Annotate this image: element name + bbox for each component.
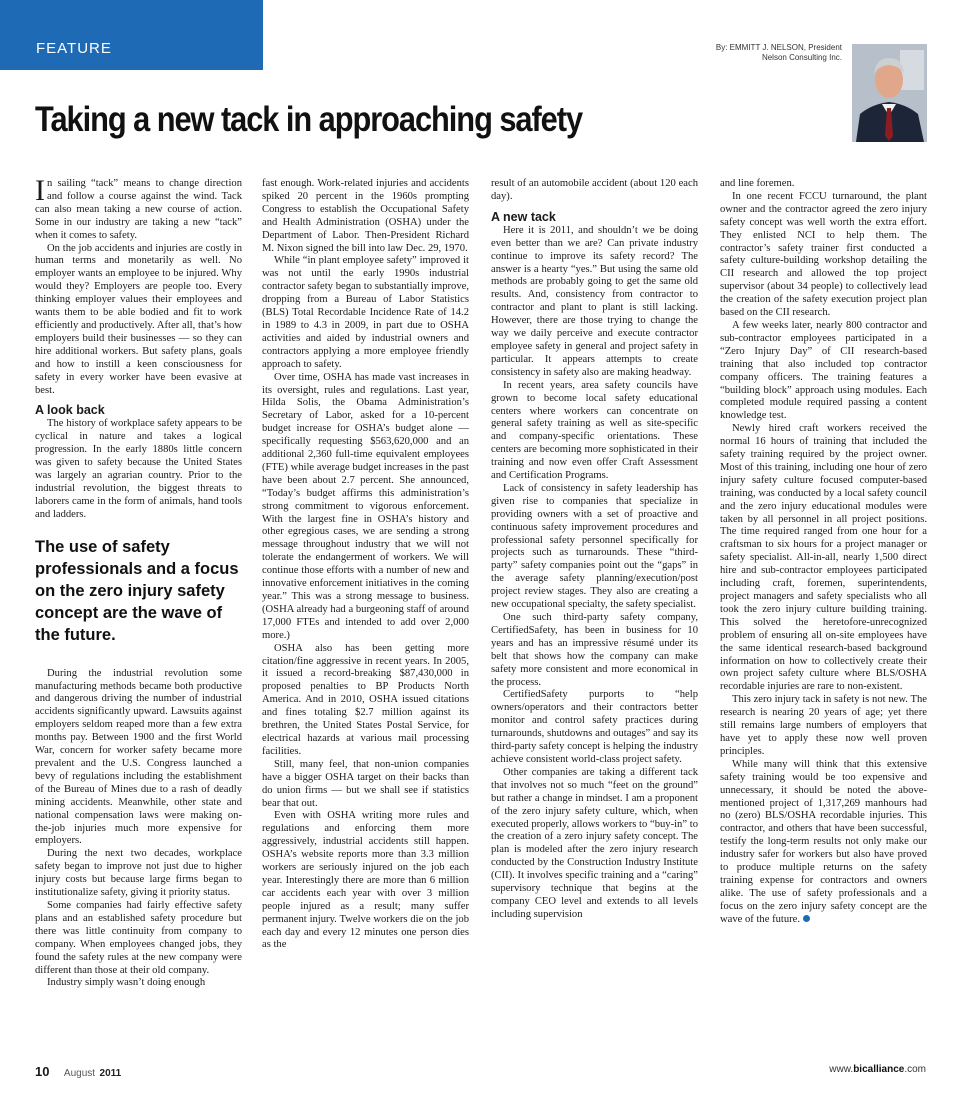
paragraph: One such third-party safety company, CertifiedSafety, has been in business for 10 years and has an impressive résumé under its belt that shows how the company can make safety more consistent and more economical in the process. [491, 612, 698, 688]
paragraph: On the job accidents and injuries are costly in human terms and monetarily as well. No employer wants an employee to be injured. Why would they? Employers are people too. Every thinking employer values their employees and wants them to be able bodied and fit to work efficiently and productively. After all, that’s how employers build their businesses — so they can hire additional workers. But safety plans, goals and how to instill a keen consciousness for safety in every worker have been evasive at best. [35, 242, 242, 396]
paragraph: During the industrial revolution some manufacturing methods became both productive and dangerous driving the number of industrial accidents significantly upward. Lawsuits against employers seldom reaped more than a few extra months pay. Between 1900 and the first World War, concern for worker safety became more prevalent and the U.S. Congress launched a bevy of regulations including the establishment of the Bureau of Mines due to a rash of deadly mining accidents. Meanwhile, other state and national compensation laws were making on-the-job injuries much more expensive for employers. [35, 667, 242, 847]
paragraph: Over time, OSHA has made vast increases in its oversight, rules and regulations. Last year, Hilda Solis, the Obama Administration’s Secretary of Labor, asked for a 10-percent budget increase for OSHA’s budget alone — specifically requesting $563,620,000 and an additional 2,360 full-time equivalent employees (FTE) while average budget increases in the past have been about 2.7 percent. She announced, “Today’s budget affirms this administration’s strong commitment to vigorous enforcement. With the largest fine in OSHA’s history and other egregious cases, we are sending a strong message throughout industry that we will not tolerate the endangerment of workers. We will continue those efforts with a number of new and innovative enforcement initiatives in the coming year.” This was a strong message to business. (OSHA already had a burgeoning staff of around 17,000 FTEs and intended to add over 2,000 more.) [262, 371, 469, 641]
paragraph: Newly hired craft workers received the normal 16 hours of training that included the safety training required by the project owner. Most of this training, including one hour of zero injury safety culture focused computer-based training, was conducted by a local safety council and the zero injury educational modules were taken by all personnel in all project positions. The time required ranged from one hour for a craftsman to six hours for a project manager or safety specialist. All-in-all, nearly 1,500 direct hire and sub-contractor employees participated including craft, foremen, superintendents, project managers and safety specialists who all took the zero injury culture building training. This solved the heretofore-unrecognized problem of ensuring all on-site employees have the same identical research-based background information on how to collectively create their own project safety culture where BLS/OSHA recordable injuries are rare to non-existent. [720, 423, 927, 693]
issue-month: August [63, 1068, 96, 1079]
issue-year: 2011 [99, 1068, 122, 1079]
end-of-article-icon [803, 915, 810, 922]
paragraph: In recent years, area safety councils have grown to become local safety educational centers where workers can concentrate on general safety training as well as site-specific and company-specific orientations. These centers are becoming more sophisticated in their training and now even offer Craft Assessment and Certification Programs. [491, 379, 698, 482]
paragraph: During the next two decades, workplace safety began to improve not just due to higher injury costs but because large firms began to institutionalize safety, giving it priority status. [35, 848, 242, 899]
paragraph: A few weeks later, nearly 800 contractor and sub-contractor employees participated in a “Zero Injury Day” of CII research-based training that also included top contractor company officers. The training features a “building block” approach using modules. Each completed module required passing a content knowledge test. [720, 319, 927, 422]
paragraph: and line foremen. [720, 178, 795, 189]
paragraph: Here it is 2011, and shouldn’t we be doing even better than we are? Can private industry continue to improve its safety record? The answer is a hearty “yes.” But using the same old methods are probably going to get the same old results. And, consistency from contractor to contractor and plant to plant is still lacking. However, there are those trying to change the way we daily perceive and execute contractor employee safety in general and project safety in particular. It appears attempts to create consistency in safety also are making headway. [491, 224, 698, 378]
byline-company: Nelson Consulting Inc. [761, 53, 842, 62]
article-column-2 [262, 178, 469, 952]
paragraph: This zero injury tack in safety is not new. The research is nearing 20 years of age; yet there still remains large numbers of employers that have yet to apply these now well proven principles. [720, 694, 927, 757]
paragraph: In one recent FCCU turnaround, the plant owner and the contractor agreed the zero injury safety concept was well worth the extra effort. They enlisted NCI to help them. The contractor’s safety trainer first conducted a safety culture-building workshop detailing the CII research and allowed the top project supervisor (about 34 people) to collectively lead the creation of the safety execution project plan based on the CII research. [720, 190, 927, 319]
paragraph: OSHA also has been getting more citation/fine aggressive in recent years. In 2005, it issued a record-breaking $87,430,000 in proposed penalties to BP Products North America. And in 2010, OSHA issued citations and fines totaling $2.7 million against its brethren, the United States Postal Service, for electrical hazards at various mail processing facilities. [262, 642, 469, 757]
feature-section-banner [0, 0, 263, 70]
paragraph: Still, many feel, that non-union companies have a bigger OSHA target on their backs than do union firms — but we shall see if statistics bear that out. [262, 758, 469, 809]
byline [716, 43, 842, 63]
paragraph: CertifiedSafety purports to “help owners/operators and their contractors better monitor and control safety practices during turnarounds, shutdowns and outages” and say its third-party safety concept is helping the industry achieve consistent world-class project safety. [491, 689, 698, 765]
paragraph: result of an automobile accident (about 120 each day). [491, 178, 698, 202]
drop-cap: I [35, 174, 45, 207]
article-headline: Taking a new tack in approaching safety [35, 100, 583, 139]
pull-quote: The use of safety professionals and a focus on the zero injury safety concept are the wave of the future. [35, 537, 239, 644]
subheading-a-look-back: A look back [35, 403, 105, 418]
paragraph: The history of workplace safety appears to be cyclical in nature and takes a logical progression. In the early 1880s little concern was given to safety because the United States was largely an agrarian country. Prior to the industrial revolution, the biggest threats to laborers came in the form of animals, hand tools and ladders. [35, 418, 242, 520]
byline-author: By: EMMITT J. NELSON, President [715, 43, 842, 52]
paragraph: fast enough. Work-related injuries and accidents spiked 20 percent in the 1960s prompting Congress to establish the Occupational Safety and Health Administration (OSHA) under the Department of Labor. Then-President Richard M. Nixon signed the bill into law Dec. 29, 1970. [262, 178, 469, 254]
website-url[interactable]: www.bicalliance.com [829, 1064, 926, 1075]
author-photo [852, 44, 927, 142]
subheading-a-new-tack: A new tack [491, 209, 556, 224]
paragraph: Some companies had fairly effective safety plans and an established safety procedure but there was little continuity from company to company. When employees changed jobs, they found the safety rules at the new company were different than those at their old company. [35, 899, 242, 976]
author-portrait-image [852, 44, 927, 142]
article-column-1 [35, 174, 242, 990]
article-column-4 [720, 178, 927, 927]
paragraph: Lack of consistency in safety leadership has given rise to companies that specialize in providing owners with a set of proactive and continuous safety improvement procedures and professional safety personnel specifically for projects such as turnarounds. These “third-party” safety companies point out the “gaps” in the average safety planning/execution/post project review stages. They also are creating a new occupational specialty, the safety specialist. [491, 482, 698, 611]
paragraph: Even with OSHA writing more rules and regulations and enforcing them more aggressively, industrial accidents still happen. OSHA’s website reports more than 3.3 million workers are seriously injured on the job each year. Interestingly there are more than 6 million car accidents each year with over 3 million people injured as a result; many suffer permanent injury. Twelve workers die on the job each day and every 12 minutes one person dies as the [262, 810, 469, 951]
section-label: FEATURE [36, 40, 112, 57]
paragraph: Industry simply wasn’t doing enough [47, 977, 206, 989]
paragraph: In sailing “tack” means to change direction and follow a course against the wind. Tack can also mean taking a new course of action. Some in our industry are taking a new “tack” when it comes to safety. [35, 174, 242, 241]
page-number: 10 [35, 1064, 50, 1079]
article-column-3 [491, 178, 698, 922]
paragraph: Other companies are taking a different tack that involves not so much “feet on the ground” but rather a change in mindset. I am a proponent of the zero injury safety culture, which, when executed properly, allows workers to “buy-in” to the creation of a zero injury safety concept. The plan is modeled after the zero injury research conducted by the Construction Industry Institute (CII). It involves specific training and a “caring” supervisory technique that begins at the company CEO level and extends to all levels including supervision [491, 766, 698, 920]
page-footer-left [35, 1063, 121, 1081]
paragraph: While “in plant employee safety” improved it was not until the early 1990s industrial contractor safety began to substantially improve, dropping from a Bureau of Labor Statistics (BLS) Total Recordable Incidence Rate of 14.2 in 1989 to 4.3 in 2009, in part due to OSHA activities and aided by industrial owners and contractors applying a more employee friendly approach to safety. [262, 255, 469, 370]
paragraph: While many will think that this extensive safety training would be too expensive and unnecessary, it should be noted the above-mentioned project of 1,317,269 manhours had no (zero) BLS/OSHA recordable injuries. This contractor, and others that have been successful, testify the long-term results not only make our industry safer for workers but also have proved to produce multiple returns on the safety training expense for contractors and owners alike. The use of safety professionals and a focus on the zero injury safety concept are the wave of the future. [720, 758, 927, 925]
